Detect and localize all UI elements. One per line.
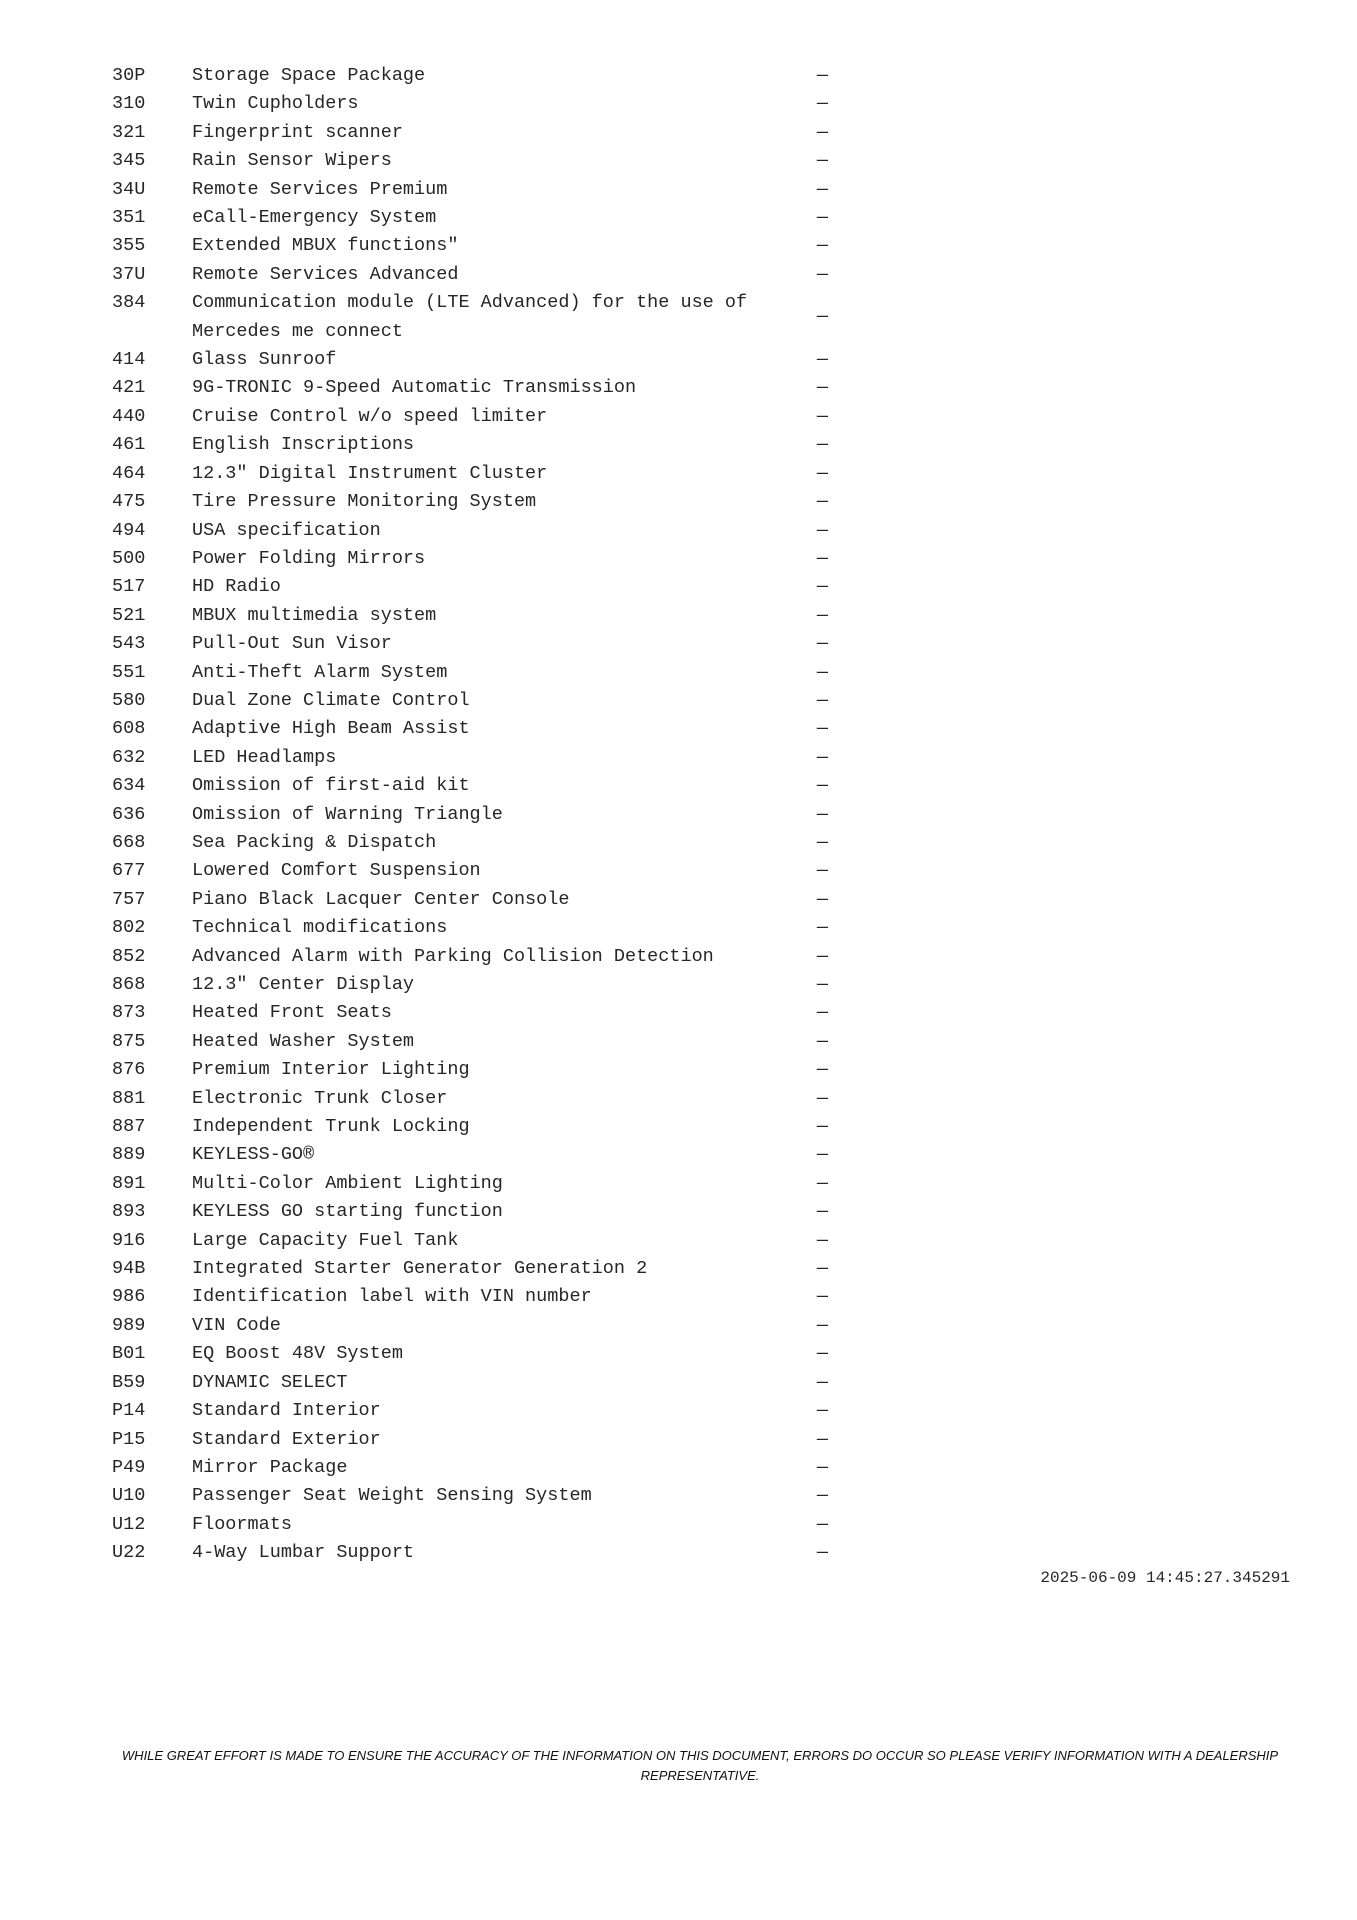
- option-code: 989: [112, 1314, 146, 1336]
- option-description: Standard Interior: [192, 1400, 381, 1422]
- option-description: EQ Boost 48V System: [192, 1343, 403, 1365]
- option-code: B59: [112, 1371, 146, 1393]
- option-code: P14: [112, 1400, 146, 1422]
- option-code: U22: [112, 1542, 146, 1564]
- option-code: 543: [112, 633, 146, 655]
- option-description: Anti-Theft Alarm System: [192, 661, 448, 683]
- option-code: 384: [112, 292, 146, 314]
- option-code: 355: [112, 235, 146, 257]
- option-code: 310: [112, 93, 146, 115]
- table-row: [112, 999, 832, 1027]
- option-code: 916: [112, 1229, 146, 1251]
- option-description: Twin Cupholders: [192, 93, 359, 115]
- option-description: Multi-Color Ambient Lighting: [192, 1172, 503, 1194]
- option-code: 494: [112, 519, 146, 541]
- option-description: Rain Sensor Wipers: [192, 150, 392, 172]
- option-description: HD Radio: [192, 576, 281, 598]
- disclaimer: WHILE GREAT EFFORT IS MADE TO ENSURE THE ACCURACY OF THE INFORMATION ON THIS DOCUMENT, ERRORS DO OCCUR SO PLEASE VERIFY INFORMATION WITH A DEALERSHIP REPRESENTATIVE.: [121, 1748, 1279, 1783]
- option-price: —: [816, 1343, 828, 1365]
- option-description: Cruise Control w/o speed limiter: [192, 405, 548, 427]
- table-row: [112, 1056, 832, 1084]
- option-code: 802: [112, 917, 146, 939]
- option-price: —: [816, 519, 828, 541]
- option-price: —: [816, 1456, 828, 1478]
- table-row: [112, 971, 832, 999]
- option-description: 12.3" Digital Instrument Cluster: [192, 462, 548, 484]
- option-description: USA specification: [192, 519, 381, 541]
- option-description: Extended MBUX functions": [192, 235, 459, 257]
- option-description: Dual Zone Climate Control: [192, 689, 470, 711]
- table-row: [112, 1198, 832, 1226]
- option-price: —: [816, 974, 828, 995]
- table-row: [112, 517, 832, 545]
- table-row: [112, 1028, 832, 1056]
- option-description: Floormats: [192, 1513, 292, 1535]
- option-price: —: [816, 1201, 828, 1223]
- option-code: 551: [112, 661, 146, 683]
- option-description: English Inscriptions: [192, 434, 415, 456]
- table-row: [112, 346, 832, 374]
- option-code: 873: [112, 1002, 146, 1024]
- option-description: Storage Space Package: [192, 65, 426, 86]
- option-price: —: [816, 1314, 828, 1336]
- option-price: —: [816, 306, 828, 328]
- table-row: [112, 715, 832, 743]
- option-code: P49: [112, 1456, 146, 1478]
- table-row: [112, 1283, 832, 1311]
- option-code: 632: [112, 746, 146, 768]
- table-row: [112, 261, 832, 289]
- option-code: 461: [112, 434, 146, 456]
- option-code: 421: [112, 377, 146, 399]
- table-row: [112, 289, 832, 346]
- table-row: [112, 602, 832, 630]
- option-description: Piano Black Lacquer Center Console: [192, 888, 570, 910]
- table-row: [112, 829, 832, 857]
- options-table-body: [112, 62, 832, 1568]
- option-code: U10: [112, 1485, 146, 1507]
- option-code: 889: [112, 1144, 146, 1166]
- table-row: [112, 630, 832, 658]
- option-code: 321: [112, 121, 146, 143]
- table-row: [112, 119, 832, 147]
- option-description: Mirror Package: [192, 1456, 348, 1478]
- option-price: —: [816, 917, 828, 939]
- option-code: 440: [112, 405, 146, 427]
- table-row: [112, 1312, 832, 1340]
- option-price: —: [816, 121, 828, 143]
- option-price: —: [816, 718, 828, 740]
- option-code: 876: [112, 1059, 146, 1081]
- option-price: —: [816, 1428, 828, 1450]
- option-description: Remote Services Premium: [192, 178, 448, 200]
- option-code: 608: [112, 718, 146, 740]
- option-price: —: [816, 377, 828, 399]
- table-row: [112, 1340, 832, 1368]
- option-code: 852: [112, 945, 146, 967]
- option-code: 464: [112, 462, 146, 484]
- option-code: 893: [112, 1201, 146, 1223]
- option-price: —: [816, 462, 828, 484]
- option-price: —: [816, 945, 828, 967]
- option-price: —: [816, 633, 828, 655]
- option-code: 887: [112, 1116, 146, 1138]
- option-price: —: [816, 1286, 828, 1308]
- table-row: [112, 403, 832, 431]
- option-price: —: [816, 1258, 828, 1280]
- table-row: [112, 687, 832, 715]
- option-code: 500: [112, 547, 146, 569]
- table-row: [112, 1170, 832, 1198]
- option-price: —: [816, 803, 828, 825]
- option-description: 4-Way Lumbar Support: [192, 1542, 415, 1564]
- table-row: [112, 374, 832, 402]
- option-description: Lowered Comfort Suspension: [192, 860, 481, 882]
- option-price: —: [816, 1030, 828, 1052]
- option-code: 351: [112, 207, 146, 229]
- option-description: Electronic Trunk Closer: [192, 1087, 448, 1109]
- option-code: 521: [112, 604, 146, 626]
- option-price: —: [816, 1229, 828, 1251]
- table-row: [112, 1397, 832, 1425]
- option-price: —: [816, 547, 828, 569]
- option-price: —: [816, 689, 828, 711]
- option-description: Sea Packing & Dispatch: [192, 831, 437, 853]
- table-row: [112, 1141, 832, 1169]
- table-row: [112, 1085, 832, 1113]
- option-price: —: [816, 1371, 828, 1393]
- option-code: 891: [112, 1172, 146, 1194]
- table-row: [112, 801, 832, 829]
- option-description: Heated Washer System: [192, 1030, 415, 1052]
- option-description: Tire Pressure Monitoring System: [192, 491, 537, 513]
- option-description: Premium Interior Lighting: [192, 1059, 470, 1081]
- option-code: U12: [112, 1513, 146, 1535]
- option-description: Large Capacity Fuel Tank: [192, 1229, 459, 1251]
- option-price: —: [816, 576, 828, 598]
- option-code: 414: [112, 349, 146, 371]
- option-code: 986: [112, 1286, 146, 1308]
- option-code: 634: [112, 775, 146, 797]
- option-price: —: [816, 1002, 828, 1024]
- option-price: —: [816, 491, 828, 513]
- option-price: —: [816, 1513, 828, 1535]
- table-row: [112, 857, 832, 885]
- option-description: Advanced Alarm with Parking Collision Detection: [192, 945, 714, 967]
- option-description: Glass Sunroof: [192, 349, 337, 371]
- table-row: [112, 573, 832, 601]
- option-code: 881: [112, 1087, 146, 1109]
- option-description: Independent Trunk Locking: [192, 1116, 470, 1138]
- option-description: Fingerprint scanner: [192, 121, 403, 143]
- table-row: [112, 488, 832, 516]
- option-price: —: [816, 775, 828, 797]
- option-code: P15: [112, 1428, 146, 1450]
- option-price: —: [816, 1087, 828, 1109]
- option-code: 345: [112, 150, 146, 172]
- option-price: —: [816, 888, 828, 910]
- option-price: —: [816, 150, 828, 172]
- option-price: —: [816, 93, 828, 115]
- table-row: [112, 90, 832, 118]
- table-row: [112, 204, 832, 232]
- option-description: Standard Exterior: [192, 1428, 381, 1450]
- option-code: 668: [112, 831, 146, 853]
- option-code: 757: [112, 888, 146, 910]
- option-description: VIN Code: [192, 1314, 281, 1336]
- option-description: 12.3" Center Display: [192, 974, 415, 995]
- option-description: Adaptive High Beam Assist: [192, 718, 470, 740]
- option-description: 9G-TRONIC 9-Speed Automatic Transmission: [192, 377, 637, 399]
- option-code: 475: [112, 491, 146, 513]
- option-code: 580: [112, 689, 146, 711]
- table-row: [112, 1539, 832, 1567]
- option-code: 34U: [112, 178, 146, 200]
- table-row: [112, 1113, 832, 1141]
- option-price: —: [816, 263, 828, 285]
- option-description: Integrated Starter Generator Generation 2: [192, 1258, 648, 1280]
- option-price: —: [816, 434, 828, 456]
- option-description: Identification label with VIN number: [192, 1286, 592, 1308]
- option-price: —: [816, 604, 828, 626]
- option-description: Remote Services Advanced: [192, 263, 459, 285]
- table-row: [112, 1482, 832, 1510]
- table-row: [112, 1454, 832, 1482]
- option-code: 868: [112, 974, 146, 995]
- option-price: —: [816, 831, 828, 853]
- table-row: [112, 545, 832, 573]
- table-row: [112, 1369, 832, 1397]
- option-price: —: [816, 178, 828, 200]
- option-description: Communication module (LTE Advanced) for the use of Mercedes me connect: [192, 292, 748, 342]
- option-price: —: [816, 405, 828, 427]
- options-table: [112, 62, 832, 1568]
- option-price: —: [816, 1116, 828, 1138]
- timestamp: 2025-06-09 14:45:27.345291: [1040, 1569, 1290, 1587]
- option-price: —: [816, 1400, 828, 1422]
- option-price: —: [816, 746, 828, 768]
- table-row: [112, 232, 832, 260]
- option-price: —: [816, 65, 828, 86]
- option-price: —: [816, 1172, 828, 1194]
- option-code: 37U: [112, 263, 146, 285]
- table-row: [112, 431, 832, 459]
- option-code: 875: [112, 1030, 146, 1052]
- option-description: Power Folding Mirrors: [192, 547, 426, 569]
- option-price: —: [816, 207, 828, 229]
- option-price: —: [816, 1144, 828, 1166]
- option-description: LED Headlamps: [192, 746, 337, 768]
- table-row: [112, 744, 832, 772]
- table-row: [112, 62, 832, 90]
- option-description: DYNAMIC SELECT: [192, 1371, 348, 1393]
- table-row: [112, 1255, 832, 1283]
- table-row: [112, 1227, 832, 1255]
- option-code: 30P: [112, 65, 146, 86]
- option-code: 677: [112, 860, 146, 882]
- option-price: —: [816, 235, 828, 257]
- table-row: [112, 886, 832, 914]
- option-description: Pull-Out Sun Visor: [192, 633, 392, 655]
- option-description: Omission of Warning Triangle: [192, 803, 503, 825]
- option-price: —: [816, 1059, 828, 1081]
- option-price: —: [816, 661, 828, 683]
- option-price: —: [816, 1542, 828, 1564]
- option-description: KEYLESS-GO®: [192, 1144, 315, 1166]
- option-code: 517: [112, 576, 146, 598]
- table-row: [112, 914, 832, 942]
- option-code: B01: [112, 1343, 146, 1365]
- option-code: 94B: [112, 1258, 146, 1280]
- table-row: [112, 1426, 832, 1454]
- table-row: [112, 659, 832, 687]
- option-description: Heated Front Seats: [192, 1002, 392, 1024]
- option-description: KEYLESS GO starting function: [192, 1201, 503, 1223]
- option-description: Omission of first-aid kit: [192, 775, 470, 797]
- option-description: MBUX multimedia system: [192, 604, 437, 626]
- table-row: [112, 147, 832, 175]
- table-row: [112, 1511, 832, 1539]
- option-price: —: [816, 860, 828, 882]
- option-description: Passenger Seat Weight Sensing System: [192, 1485, 592, 1507]
- option-price: —: [816, 349, 828, 371]
- table-row: [112, 943, 832, 971]
- table-row: [112, 460, 832, 488]
- table-row: [112, 176, 832, 204]
- option-code: 636: [112, 803, 146, 825]
- table-row: [112, 772, 832, 800]
- option-price: —: [816, 1485, 828, 1507]
- option-description: Technical modifications: [192, 917, 448, 939]
- option-description: eCall-Emergency System: [192, 207, 437, 229]
